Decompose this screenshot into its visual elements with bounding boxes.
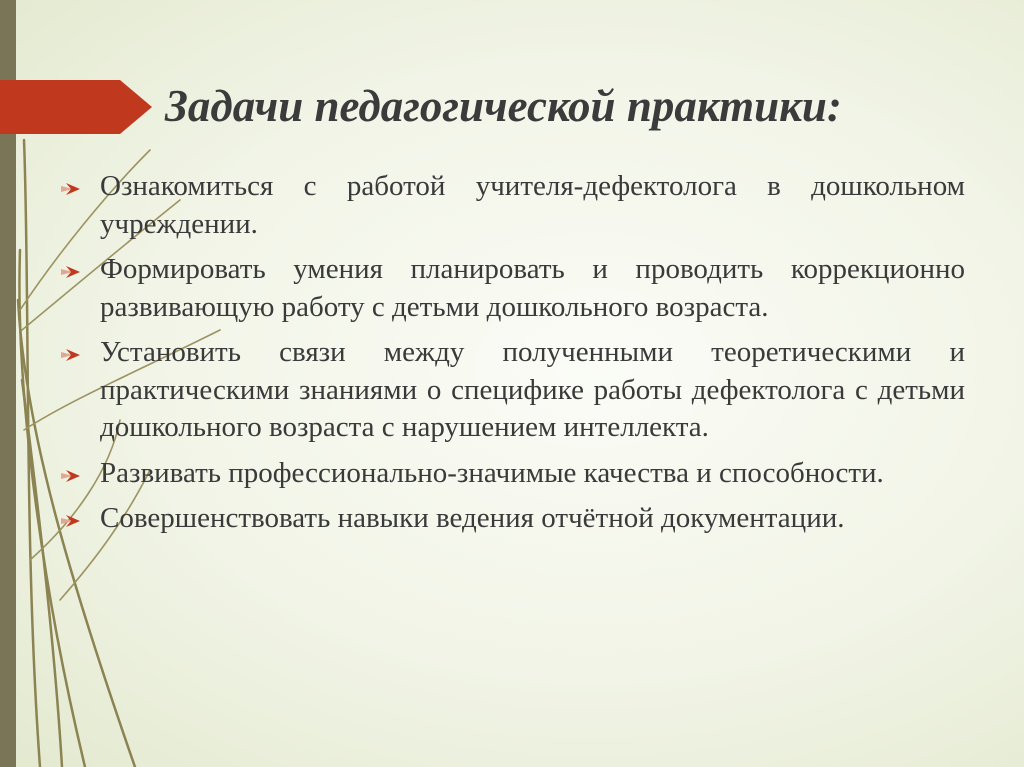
bullet-text: Формировать умения планировать и проводить коррекционно развивающую работу с детьми дошкольного возраста. <box>100 253 965 323</box>
title-accent-arrow <box>0 80 152 134</box>
chevron-arrow-icon <box>60 264 82 280</box>
bullet-list <box>60 168 965 546</box>
bullet-item <box>60 500 965 538</box>
bullet-text: Ознакомиться с работой учителя-дефектолога в дошкольном учреждении. <box>100 170 965 240</box>
chevron-arrow-icon <box>60 513 82 529</box>
chevron-arrow-icon <box>60 347 82 363</box>
chevron-arrow-icon <box>60 468 82 484</box>
bullet-item <box>60 455 965 493</box>
bullet-text: Установить связи между полученными теоретическими и практическими знаниями о специфике работы дефектолога с детьми дошкольного возраста с нарушением интеллекта. <box>100 336 965 443</box>
bullet-item <box>60 168 965 243</box>
chevron-arrow-icon <box>60 181 82 197</box>
bullet-text: Развивать профессионально-значимые качества и способности. <box>100 456 884 489</box>
bullet-text: Совершенствовать навыки ведения отчётной документации. <box>100 502 845 534</box>
slide-title: Задачи педагогической практики: <box>165 81 842 131</box>
bullet-item <box>60 251 965 326</box>
bullet-item <box>60 334 965 447</box>
